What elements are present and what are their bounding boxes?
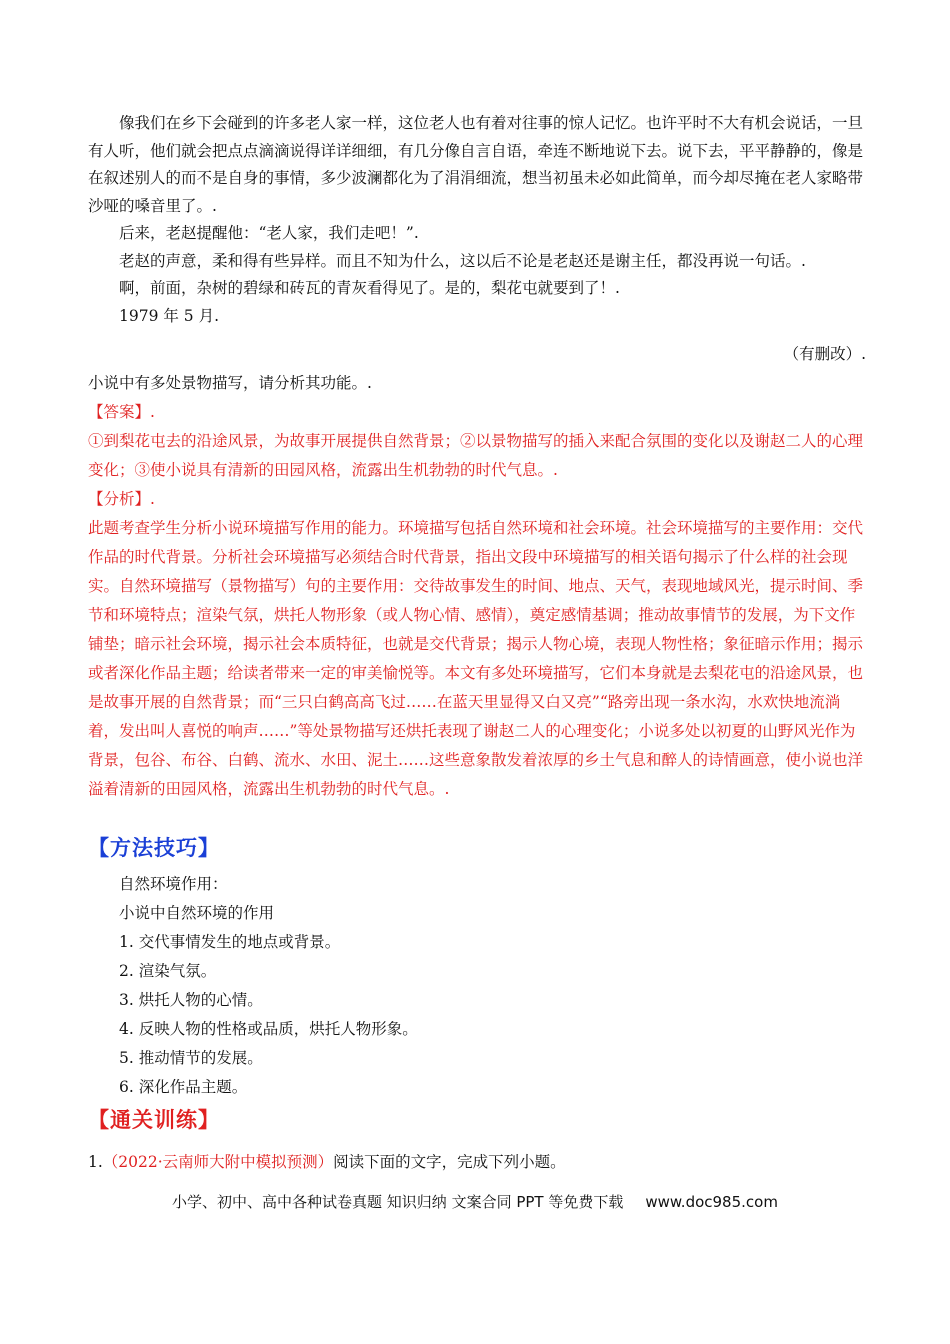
method-line: 3. 烘托人物的心情。 [119,991,263,1009]
question-instruction: 阅读下面的文字，完成下列小题。 [333,1153,566,1171]
story-date: 1979 年 5 月. [119,306,220,325]
question-source: （2022·云南师大附中模拟预测） [102,1153,334,1171]
answer-label: 【答案】. [88,403,155,421]
training-heading: 【通关训练】 [88,1107,220,1132]
story-excerpt [88,110,868,330]
story-paragraph-2: 后来，老赵提醒他：“老人家，我们走吧！”. [119,224,419,242]
analysis-label: 【分析】. [88,490,155,508]
method-list [88,870,868,1102]
footer-url[interactable]: www.doc985.com [645,1193,778,1211]
method-heading: 【方法技巧】 [88,835,220,860]
training-question [88,1150,566,1172]
method-line: 6. 深化作品主题。 [119,1078,248,1096]
question-answer-section [88,369,868,804]
question-text: 小说中有多处景物描写，请分析其功能。. [88,374,372,392]
method-line: 4. 反映人物的性格或品质，烘托人物形象。 [119,1020,418,1038]
story-paragraph-1: 像我们在乡下会碰到的许多老人家一样，这位老人也有着对往事的惊人记忆。也许平时不大有机会说话，一旦有人听，他们就会把点点滴滴说得详详细细，有几分像自言自语，牵连不断地说下去。说下去，平平静静的，像是在叙述别人的而不是自身的事情，多少波澜都化为了涓涓细流，想当初虽未必如此简单，而今却尽掩在老人家略带沙哑的嗓音里了。. [88,114,864,215]
method-line: 1. 交代事情发生的地点或背景。 [119,933,341,951]
page-footer [0,1191,950,1212]
method-line: 自然环境作用： [119,875,228,893]
method-line: 5. 推动情节的发展。 [119,1049,263,1067]
analysis-text: 此题考查学生分析小说环境描写作用的能力。环境描写包括自然环境和社会环境。社会环境描写的主要作用：交代作品的时代背景。分析社会环境描写必须结合时代背景，指出文段中环境描写的相关语句揭示了什么样的社会现实。自然环境描写（景物描写）句的主要作用：交待故事发生的时间、地点、天气，表现地域风光，提示时间、季节和环境特点；渲染气氛，烘托人物形象（或人物心情、感情），奠定感情基调；推动故事情节的发展，为下文作铺垫；暗示社会环境，揭示社会本质特征，也就是交代背景；揭示人物心境，表现人物性格；象征暗示作用；揭示或者深化作品主题；给读者带来一定的审美愉悦等。本文有多处环境描写，它们本身就是去梨花屯的沿途风景，也是故事开展的自然背景；而“三只白鹤高高飞过……在蓝天里显得又白又亮”“路旁出现一条水沟，水欢快地流淌着，发出叫人喜悦的响声……”等处景物描写还烘托表现了谢赵二人的心理变化；小说多处以初夏的山野风光作为背景，包谷、布谷、白鹤、流水、水田、泥土……这些意象散发着浓厚的乡土气息和醉人的诗情画意，使小说也洋溢着清新的田园风格，流露出生机勃勃的时代气息。. [88,519,864,798]
method-line: 2. 渲染气氛。 [119,962,217,980]
method-line: 小说中自然环境的作用 [119,904,275,922]
story-paragraph-4: 啊，前面，杂树的碧绿和砖瓦的青灰看得见了。是的，梨花屯就要到了！. [119,279,620,297]
answer-text: ①到梨花屯去的沿途风景，为故事开展提供自然背景；②以景物描写的插入来配合氛围的变化以及谢赵二人的心理变化；③使小说具有清新的田园风格，流露出生机勃勃的时代气息。. [88,432,864,479]
source-note: （有删改）. [783,345,866,363]
story-paragraph-3: 老赵的声意，柔和得有些异样。而且不知为什么，这以后不论是老赵还是谢主任，都没再说一句话。. [119,251,806,270]
footer-text: 小学、初中、高中各种试卷真题 知识归纳 文案合同 PPT 等免费下载 [172,1193,624,1211]
question-number: 1. [88,1153,103,1171]
